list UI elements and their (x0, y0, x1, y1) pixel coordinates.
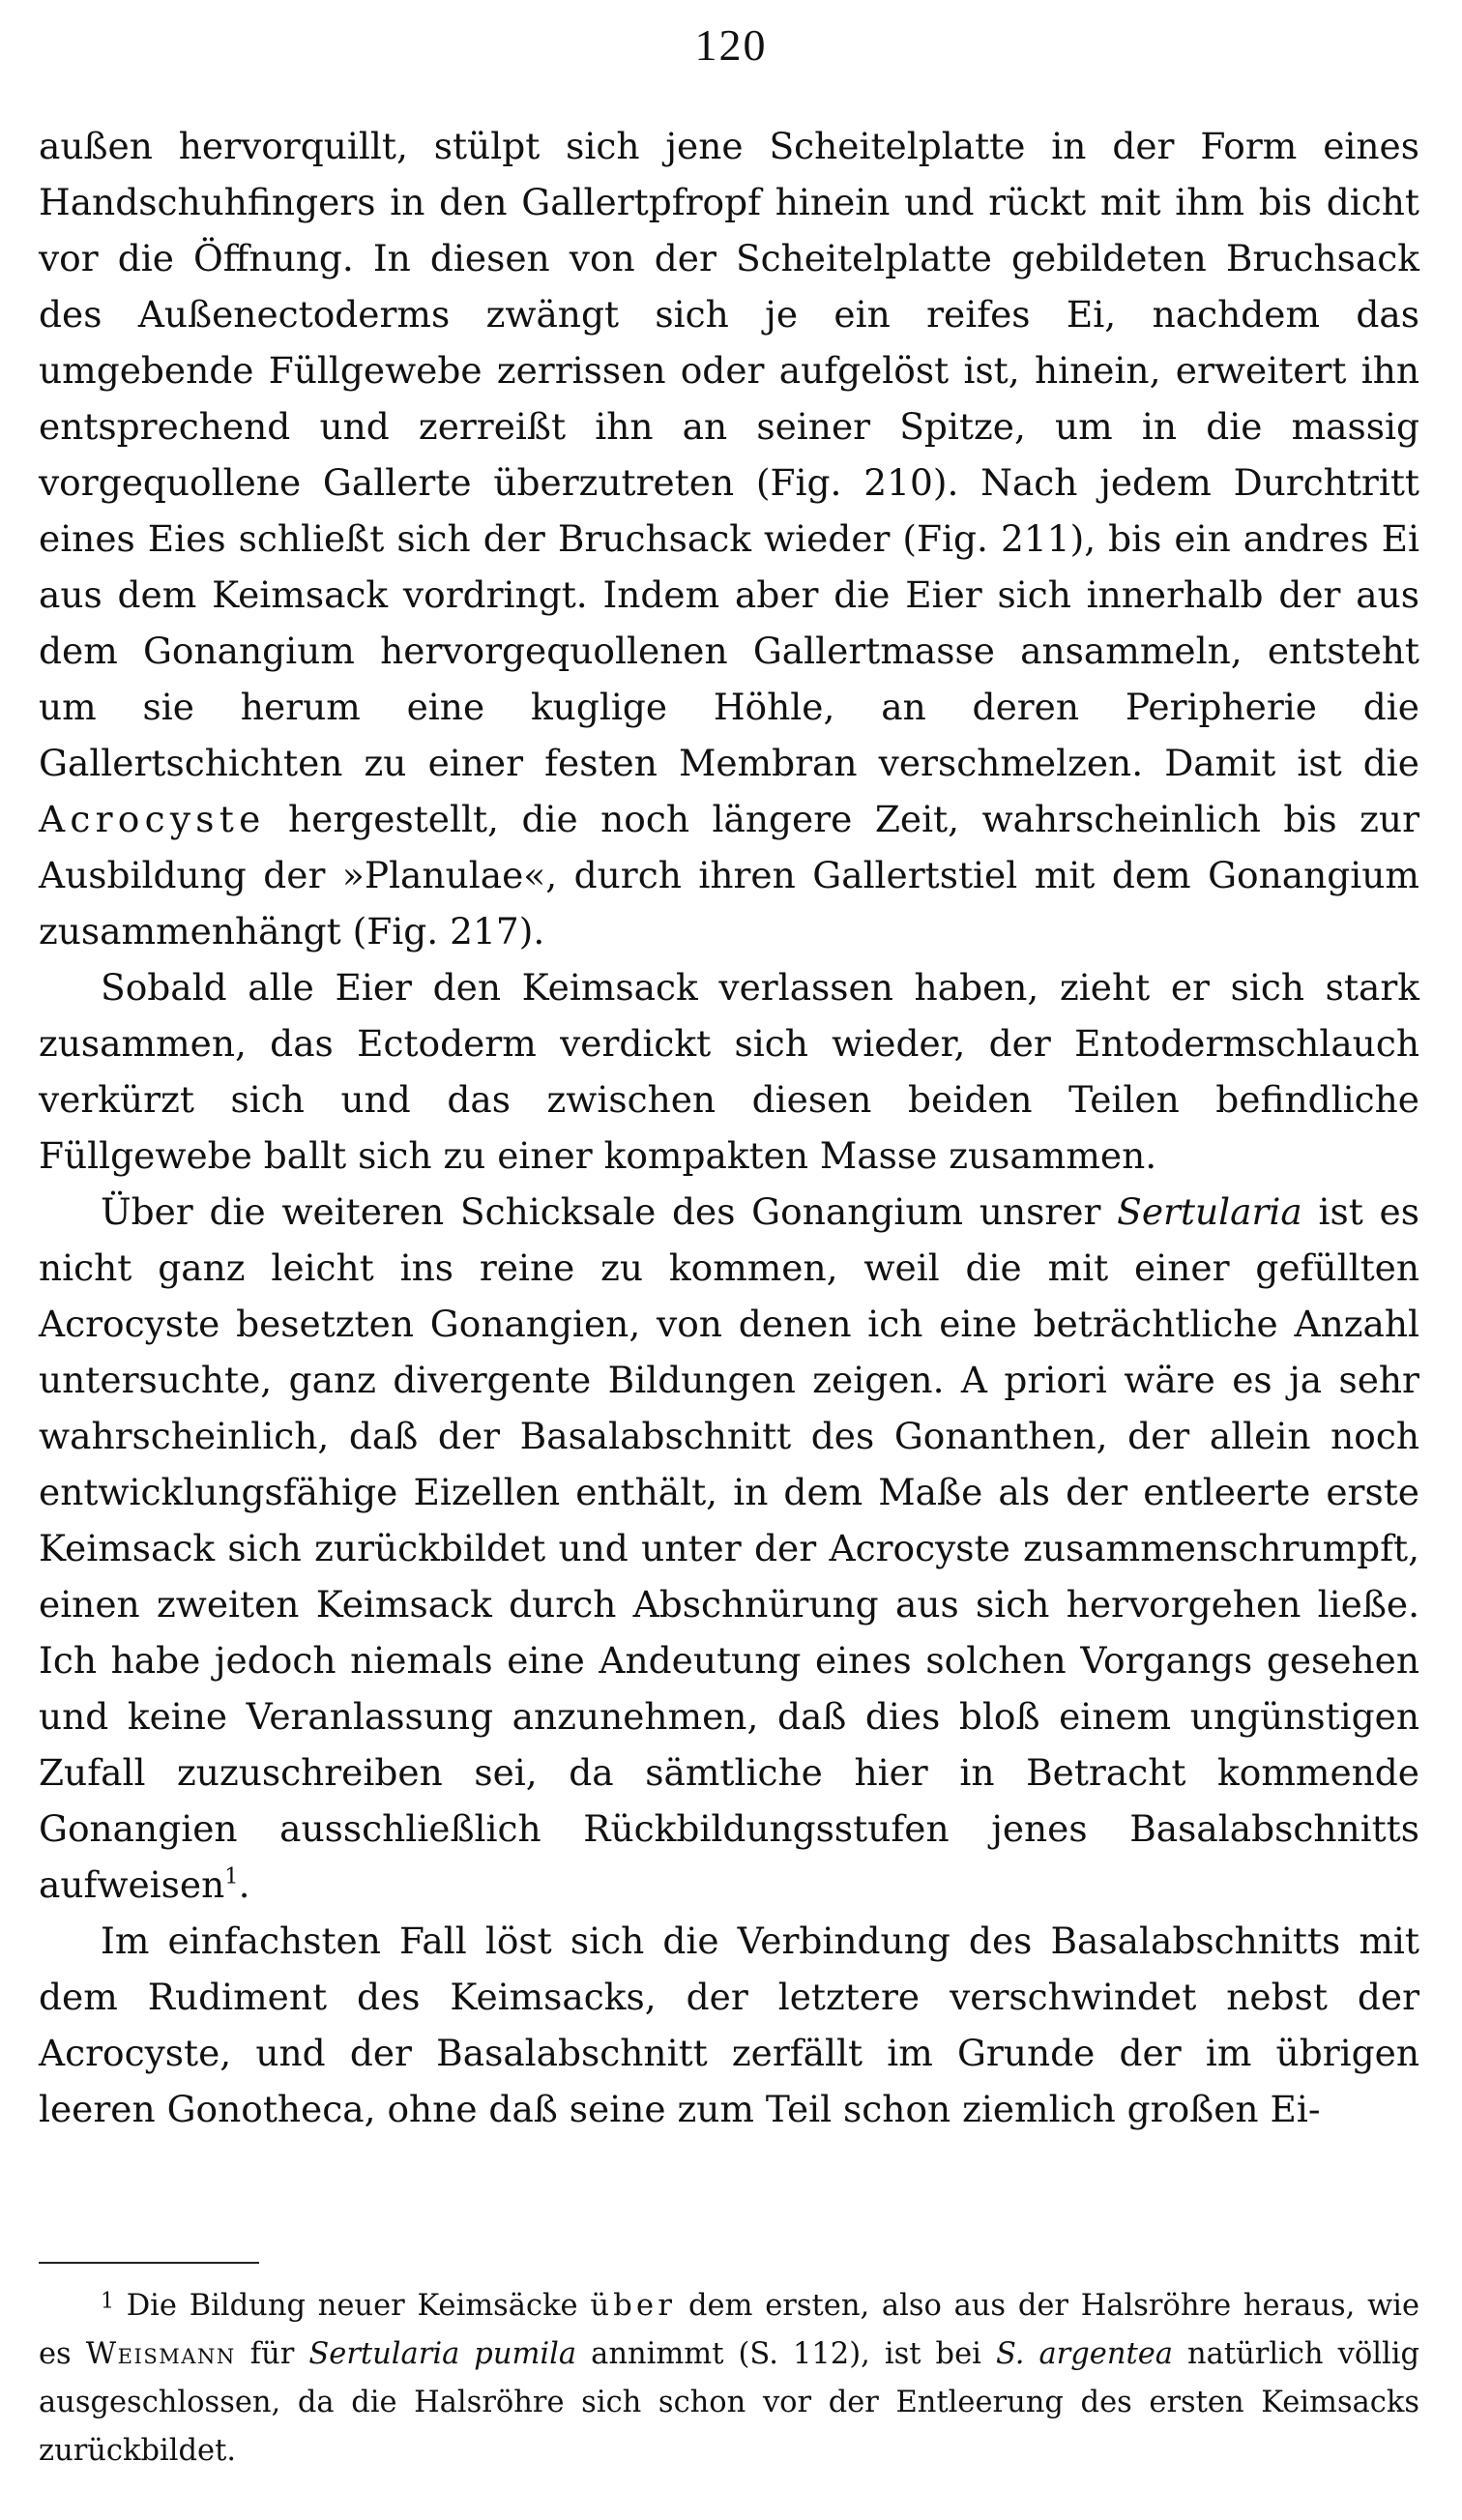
footnote-divider (39, 2262, 259, 2264)
paragraph-1-text-after: hergestellt, die noch längere Zeit, wahrscheinlich bis zur Ausbildung der »Planulae«, durch ihren Gallertstiel mit dem Gonangium zusammenhängt (Fig. 217). (39, 798, 1419, 952)
footnote-part5: natürlich völlig ausgeschlossen, da die Halsröhre sich schon vor der Entleerung des ersten Keimsacks zurückbildet. (39, 2337, 1419, 2468)
footnote-part1: Die Bildung neuer Keimsäcke (126, 2289, 591, 2323)
footnote-species-argentea: S. argentea (995, 2337, 1173, 2371)
footnote-marker: 1 (101, 2289, 114, 2314)
footnote-author: Weismann (85, 2337, 236, 2371)
paragraph-3 (39, 1184, 1419, 1913)
paragraph-3-text-before: Über die weiteren Schicksale des Gonangium unsrer (101, 1190, 1118, 1233)
paragraph-1-text: außen hervorquillt, stülpt sich jene Scheitelplatte in der Form eines Handschuhfingers in den Gallertpfropf hinein und rückt mit ihm bis dicht vor die Öffnung. In diesen von der Scheitelplatte gebildeten Bruchsack des Außenectoderms zwängt sich je ein reifes Ei, nachdem das umgebende Füllgewebe zerrissen oder aufgelöst ist, hinein, erweitert ihn entsprechend und zerreißt ihn an seiner Spitze, um in die massig vorgequollene Gallerte überzutreten (Fig. 210). Nach jedem Durchtritt eines Eies schließt sich der Bruchsack wieder (Fig. 211), bis ein andres Ei aus dem Keimsack vordringt. Indem aber die Eier sich innerhalb der aus dem Gonangium hervorgequollenen Gallertmasse ansammeln, entsteht um sie herum eine kuglige Höhle, an deren Peripherie die Gallertschichten zu einer festen Membran verschmelzen. Damit ist die (39, 125, 1419, 784)
page-number: 120 (694, 20, 768, 70)
paragraph-4 (39, 1913, 1419, 2137)
footnote-spaced-word: über (590, 2289, 677, 2323)
footnote-species-pumila: Sertularia pumila (308, 2337, 577, 2371)
paragraph-2 (39, 959, 1419, 1184)
paragraph-1 (39, 118, 1419, 959)
paragraph-3-text-after: ist es nicht ganz leicht ins reine zu kommen, weil die mit einer gefüllten Acrocyste besetzten Gonangien, von denen ich eine beträchtliche Anzahl untersuchte, ganz divergente Bildungen zeigen. A priori wäre es ja sehr wahrscheinlich, daß der Basalabschnitt des Gonanthen, der allein noch entwicklungsfähige Eizellen enthält, in dem Maße als der entleerte erste Keimsack sich zurückbildet und unter der Acrocyste zusammenschrumpft, einen zweiten Keimsack durch Abschnürung aus sich hervorgehen ließe. Ich habe jedoch niemals eine Andeutung eines solchen Vorgangs gesehen und keine Veranlassung anzunehmen, daß dies bloß einem ungünstigen Zufall zuzuschreiben sei, da sämtliche hier in Betracht kommende Gonangien ausschließlich Rückbildungsstufen jenes Basalabschnitts aufweisen (39, 1190, 1419, 1906)
footnote-part2: dem ersten, also aus der Halsröhre heraus, wie es (39, 2289, 1419, 2371)
acrocyste-term: Acrocyste (39, 798, 266, 840)
footnote (39, 2282, 1419, 2476)
paragraph-2-text: Sobald alle Eier den Keimsack verlassen haben, zieht er sich stark zusammen, das Ectoderm verdickt sich wieder, der Entodermschlauch verkürzt sich und das zwischen diesen beiden Teilen befindliche Füllgewebe ballt sich zu einer kompakten Masse zusammen. (39, 966, 1419, 1177)
paragraph-4-text: Im einfachsten Fall löst sich die Verbindung des Basalabschnitts mit dem Rudiment des Keimsacks, der letztere verschwindet nebst der Acrocyste, und der Basalabschnitt zerfällt im Grunde der im übrigen leeren Gonotheca, ohne daß seine zum Teil schon ziemlich großen Ei- (39, 1919, 1419, 2130)
body-text (39, 118, 1419, 2137)
footnote-part4: annimmt (S. 112), ist bei (576, 2337, 996, 2371)
paragraph-3-text-end: . (238, 1863, 250, 1906)
sertularia-term: Sertularia (1117, 1190, 1302, 1233)
footnote-part3: für (235, 2337, 309, 2371)
footnote-reference[interactable]: 1 (224, 1863, 239, 1890)
